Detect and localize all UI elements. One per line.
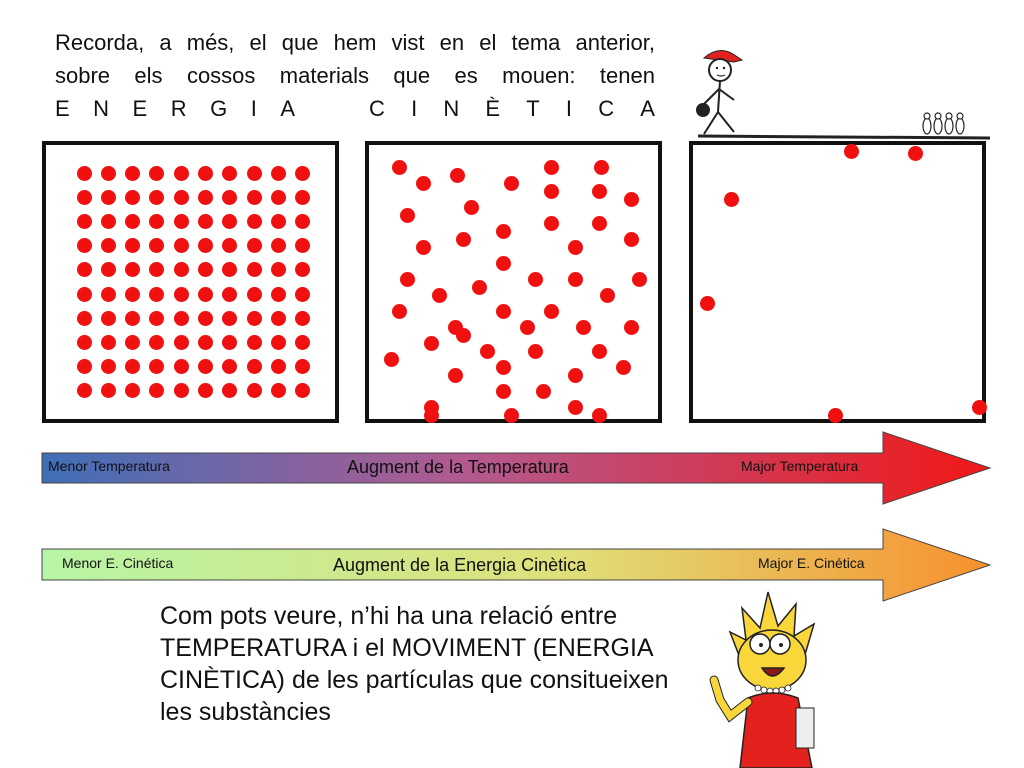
particle — [247, 166, 262, 181]
particle — [520, 320, 535, 335]
particle — [568, 272, 583, 287]
particle — [222, 311, 237, 326]
particle — [174, 335, 189, 350]
letter: È — [485, 96, 501, 121]
intro-line-2: sobre els cossos materials que es mouen: tenen — [55, 63, 655, 88]
particle — [450, 168, 465, 183]
letter: C — [369, 96, 385, 121]
particle — [448, 368, 463, 383]
kinetic-arrow-title: Augment de la Energia Cinètica — [333, 555, 587, 575]
particle — [496, 256, 511, 271]
particle — [295, 311, 310, 326]
particle — [174, 214, 189, 229]
particle — [295, 190, 310, 205]
particle — [247, 383, 262, 398]
particle — [174, 262, 189, 277]
particle — [198, 359, 213, 374]
particle — [400, 208, 415, 223]
solid-state-box — [42, 141, 339, 423]
particle — [149, 190, 164, 205]
particle — [384, 352, 399, 367]
particle — [198, 190, 213, 205]
particle — [416, 176, 431, 191]
particle — [101, 262, 116, 277]
letter: A — [640, 96, 655, 121]
particle — [472, 280, 487, 295]
particle — [271, 238, 286, 253]
letter: A — [280, 96, 295, 121]
particle — [295, 287, 310, 302]
letter: C — [598, 96, 615, 121]
particle — [125, 262, 140, 277]
particle — [271, 311, 286, 326]
cinetica-word — [369, 92, 655, 125]
particle — [149, 166, 164, 181]
kinetic-high-label: Major E. Cinética — [758, 555, 865, 571]
particle — [174, 359, 189, 374]
particle — [568, 400, 583, 415]
particle — [77, 190, 92, 205]
particle — [271, 190, 286, 205]
particle — [149, 311, 164, 326]
particle — [198, 262, 213, 277]
temperature-low-label: Menor Temperatura — [48, 458, 170, 474]
temperature-arrow-title: Augment de la Temperatura — [347, 457, 569, 477]
letter: E — [55, 96, 70, 121]
letter: I — [411, 96, 418, 121]
particle — [544, 160, 559, 175]
particle — [544, 216, 559, 231]
particle — [174, 383, 189, 398]
particle — [592, 408, 607, 423]
particle — [496, 224, 511, 239]
particle — [222, 238, 237, 253]
particle — [125, 335, 140, 350]
particle — [77, 238, 92, 253]
particle — [271, 359, 286, 374]
particle — [77, 287, 92, 302]
particle — [295, 335, 310, 350]
particle — [271, 383, 286, 398]
particle — [125, 287, 140, 302]
intro-text — [55, 26, 655, 125]
particle — [77, 262, 92, 277]
particle — [222, 359, 237, 374]
letter: T — [526, 96, 540, 121]
particle — [198, 287, 213, 302]
particle — [908, 146, 923, 161]
liquid-state-box — [365, 141, 662, 423]
particle — [174, 238, 189, 253]
particle — [295, 214, 310, 229]
particle — [198, 166, 213, 181]
particle — [295, 359, 310, 374]
particle — [101, 214, 116, 229]
particle — [624, 192, 639, 207]
particle — [198, 238, 213, 253]
particle — [125, 359, 140, 374]
particle — [972, 400, 987, 415]
kinetic-low-label: Menor E. Cinética — [62, 555, 174, 571]
letter: R — [170, 96, 187, 121]
particle — [77, 311, 92, 326]
intro-line-1: Recorda, a més, el que hem vist en el tema anterior, — [55, 30, 655, 55]
particle — [424, 336, 439, 351]
particle — [496, 304, 511, 319]
particle — [496, 384, 511, 399]
particle — [149, 335, 164, 350]
particle — [101, 311, 116, 326]
particle — [222, 262, 237, 277]
particle — [271, 335, 286, 350]
particle — [198, 214, 213, 229]
particle — [424, 408, 439, 423]
particle — [295, 238, 310, 253]
energia-word — [55, 92, 295, 125]
letter: N — [443, 96, 460, 121]
particle — [700, 296, 715, 311]
particle — [198, 335, 213, 350]
cartoon-girl-illustration — [700, 588, 840, 768]
particle — [632, 272, 647, 287]
particle — [198, 311, 213, 326]
particle — [125, 166, 140, 181]
particle — [247, 214, 262, 229]
particle — [724, 192, 739, 207]
particle — [392, 160, 407, 175]
particle — [101, 166, 116, 181]
particle — [496, 360, 511, 375]
particle — [592, 216, 607, 231]
particle — [624, 320, 639, 335]
particle — [392, 304, 407, 319]
particle — [536, 384, 551, 399]
particle — [400, 272, 415, 287]
particle — [149, 287, 164, 302]
particle — [149, 214, 164, 229]
particle — [568, 240, 583, 255]
particle — [616, 360, 631, 375]
particle — [247, 359, 262, 374]
particle — [125, 190, 140, 205]
particle — [271, 262, 286, 277]
particle — [222, 383, 237, 398]
particle — [592, 344, 607, 359]
particle — [844, 144, 859, 159]
particle — [295, 383, 310, 398]
particle — [271, 287, 286, 302]
particle — [149, 359, 164, 374]
particle — [149, 383, 164, 398]
letter: I — [250, 96, 257, 121]
particle — [149, 238, 164, 253]
particle — [222, 166, 237, 181]
particle — [464, 200, 479, 215]
particle — [504, 176, 519, 191]
particle — [174, 190, 189, 205]
particle — [624, 232, 639, 247]
particle — [101, 335, 116, 350]
letter: I — [565, 96, 573, 121]
particle — [247, 311, 262, 326]
particle — [174, 166, 189, 181]
particle — [295, 262, 310, 277]
temperature-high-label: Major Temperatura — [741, 458, 859, 474]
particle — [600, 288, 615, 303]
particle — [416, 240, 431, 255]
particle — [247, 190, 262, 205]
particle — [271, 214, 286, 229]
particle — [101, 238, 116, 253]
particle — [101, 287, 116, 302]
particle — [149, 262, 164, 277]
particle — [222, 214, 237, 229]
particle — [576, 320, 591, 335]
particle — [828, 408, 843, 423]
particle — [592, 184, 607, 199]
particle — [594, 160, 609, 175]
particle — [222, 287, 237, 302]
particle — [504, 408, 519, 423]
particle — [456, 328, 471, 343]
particle — [528, 272, 543, 287]
particle — [568, 368, 583, 383]
particle — [125, 383, 140, 398]
letter: G — [210, 96, 228, 121]
particle — [295, 166, 310, 181]
particle — [77, 214, 92, 229]
particle — [101, 383, 116, 398]
particle — [544, 304, 559, 319]
particle — [125, 238, 140, 253]
particle — [77, 383, 92, 398]
particle — [480, 344, 495, 359]
particle — [125, 311, 140, 326]
particle — [125, 214, 140, 229]
particle — [174, 287, 189, 302]
particle — [247, 335, 262, 350]
particle — [101, 190, 116, 205]
particle — [222, 335, 237, 350]
particle — [247, 238, 262, 253]
particle — [101, 359, 116, 374]
particle — [271, 166, 286, 181]
particle — [247, 287, 262, 302]
conclusion-text: Com pots veure, n’hi ha una relació entre TEMPERATURA i el MOVIMENT (ENERGIA CINÈTICA) de les partículas que consitueixen les substàncies — [160, 602, 669, 726]
particle — [247, 262, 262, 277]
particle — [528, 344, 543, 359]
particle — [77, 335, 92, 350]
bowling-figure-illustration — [690, 44, 990, 140]
intro-line-3 — [55, 92, 655, 125]
particle — [198, 383, 213, 398]
particle — [77, 359, 92, 374]
letter: E — [132, 96, 148, 121]
particle — [432, 288, 447, 303]
particle — [544, 184, 559, 199]
letter: N — [93, 96, 110, 121]
particle — [222, 190, 237, 205]
particle — [456, 232, 471, 247]
particle — [77, 166, 92, 181]
particle — [174, 311, 189, 326]
gas-state-box — [689, 141, 986, 423]
